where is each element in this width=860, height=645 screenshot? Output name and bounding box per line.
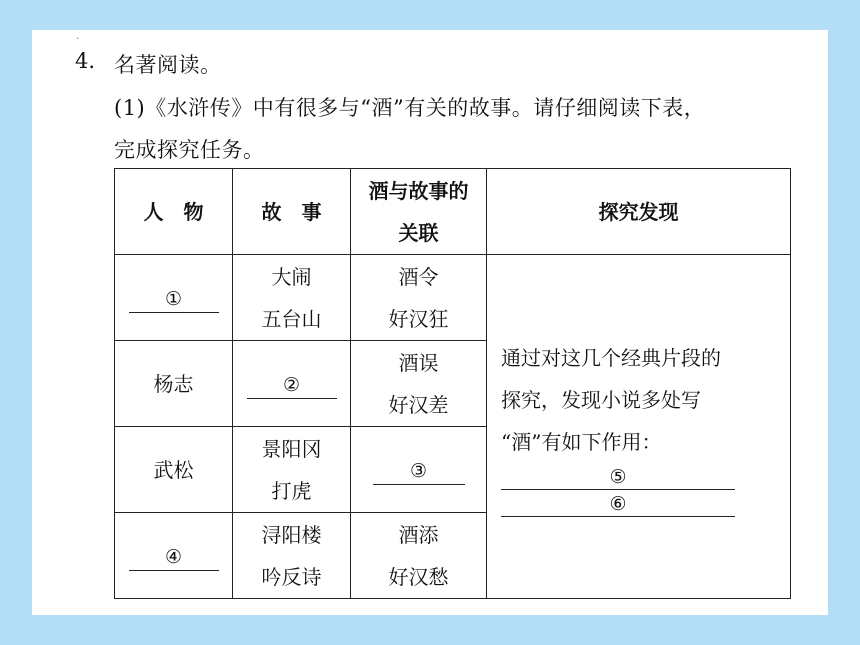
header-person: 人 物	[115, 169, 233, 255]
row1-relation-top: 酒令	[398, 264, 439, 289]
question-prompt-line-2: 完成探究任务。	[114, 138, 265, 162]
row1-story	[233, 255, 351, 341]
row3-story	[233, 427, 351, 513]
blank-3[interactable]: ③	[373, 458, 465, 485]
row3-person: 武松	[115, 427, 233, 513]
row1-relation	[351, 255, 487, 341]
row4-story-bottom: 吟反诗	[261, 564, 322, 589]
question-prompt-line-1: (1)《水浒传》中有很多与“酒”有关的故事。请仔细阅读下表，	[114, 96, 706, 120]
slide	[32, 30, 828, 615]
header-story: 故 事	[233, 169, 351, 255]
blank-4[interactable]: ④	[129, 544, 219, 571]
blank-2[interactable]: ②	[247, 372, 337, 399]
row3-story-bottom: 打虎	[271, 478, 312, 503]
finding-line-1: 通过对这几个经典片段的	[501, 345, 721, 370]
row2-relation	[351, 341, 487, 427]
question-number: 4.	[75, 49, 96, 73]
row4-story	[233, 513, 351, 599]
row4-relation	[351, 513, 487, 599]
finding-line-3: “酒”有如下作用：	[501, 429, 662, 454]
blank-5[interactable]: ⑤	[501, 465, 735, 490]
row2-relation-bottom: 好汉差	[388, 392, 449, 417]
story-table	[114, 168, 791, 599]
row2-person: 杨志	[115, 341, 233, 427]
row1-story-bottom: 五台山	[261, 306, 322, 331]
row4-person	[115, 513, 233, 599]
header-relation-bottom: 关联	[398, 220, 439, 245]
question-title: 名著阅读。	[114, 53, 222, 77]
row4-story-top: 浔阳楼	[261, 522, 322, 547]
table-row	[115, 255, 791, 341]
table-header-row	[115, 169, 791, 255]
row1-story-top: 大闹	[271, 264, 312, 289]
row4-relation-bottom: 好汉愁	[388, 564, 449, 589]
row3-relation	[351, 427, 487, 513]
row2-relation-top: 酒误	[398, 350, 439, 375]
header-relation-top: 酒与故事的	[368, 178, 469, 203]
row1-person	[115, 255, 233, 341]
decorative-dot: ·	[76, 34, 80, 45]
blank-6[interactable]: ⑥	[501, 492, 735, 517]
row1-relation-bottom: 好汉狂	[388, 306, 449, 331]
header-relation	[351, 169, 487, 255]
blank-1[interactable]: ①	[129, 286, 219, 313]
row4-relation-top: 酒添	[398, 522, 439, 547]
header-finding: 探究发现	[487, 169, 791, 255]
row3-story-top: 景阳冈	[261, 436, 322, 461]
row2-story	[233, 341, 351, 427]
finding-line-2: 探究，发现小说多处写	[501, 387, 701, 412]
finding-cell	[487, 255, 791, 599]
